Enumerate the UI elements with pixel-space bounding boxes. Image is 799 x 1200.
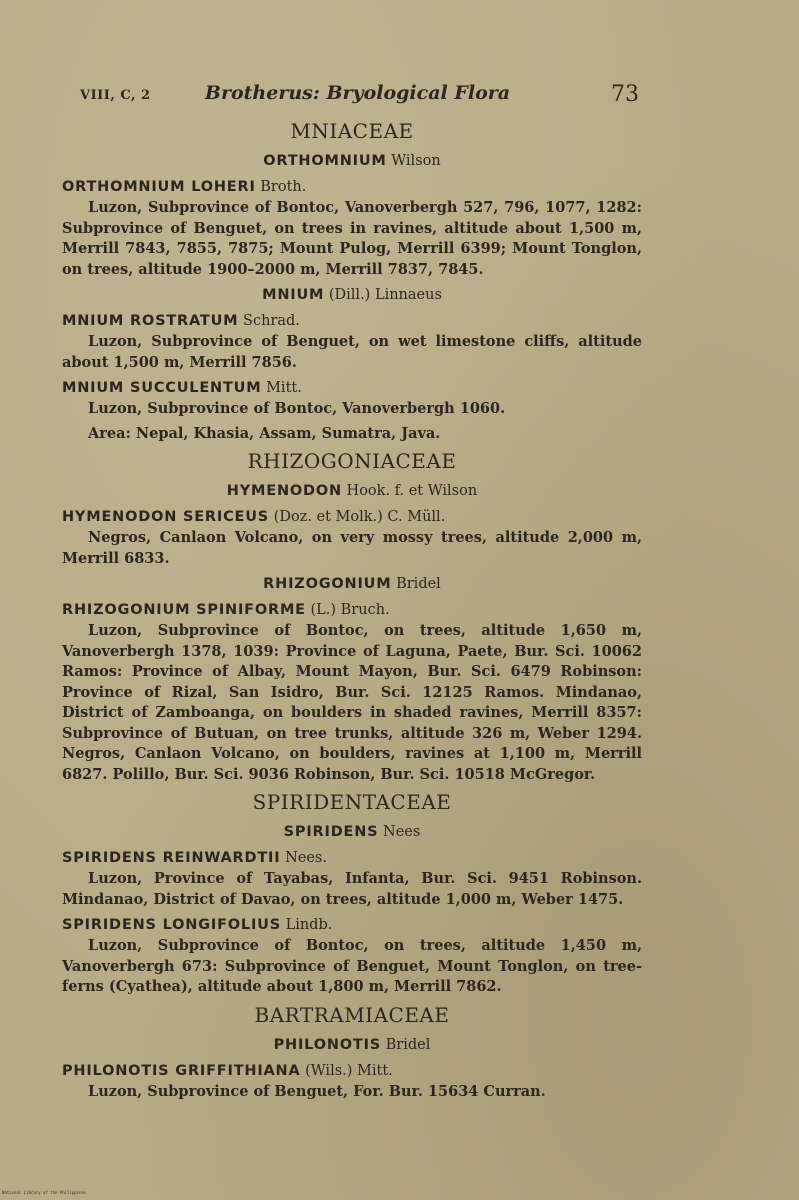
genus-heading — [62, 284, 642, 306]
specimen-paragraph: Negros, Canlaon Volcano, on very mossy trees, altitude 2,000 m, Merrill 6833. — [62, 529, 642, 567]
species-heading — [62, 377, 642, 399]
specimen-paragraph: Luzon, Subprovince of Bontoc, Vanoverbergh 527, 796, 1077, 1282: Subprovince of Benguet, on trees in ravines, altitude about 1,500 m, Merrill 7843, 7855, 7875; Mount Pulog, Merrill 6399; Mount Tonglon, on trees, altitude 1900–2000 m, Merrill 7837, 7845. — [62, 199, 642, 278]
species-author: Lindb. — [285, 917, 333, 933]
species-heading — [62, 506, 642, 528]
genus-name: RHIZOGONIUM — [263, 576, 392, 592]
genus-name: PHILONOTIS — [273, 1036, 382, 1053]
genus-heading — [62, 821, 642, 843]
section-label: VIII, C, 2 — [80, 88, 151, 103]
family-heading: RHIZOGONIACEAE — [247, 449, 457, 473]
species-heading — [62, 176, 642, 198]
species-author: (Wils.) Mitt. — [305, 1062, 393, 1079]
genus-heading — [62, 1034, 642, 1056]
species-name: SPIRIDENS LONGIFOLIUS — [62, 917, 281, 933]
family-heading: SPIRIDENTACEAE — [252, 790, 452, 814]
genus-author: Wilson — [391, 153, 441, 169]
genus-author: Hook. f. et Wilson — [346, 483, 478, 499]
genus-heading — [62, 573, 642, 595]
genus-name: HYMENODON — [226, 483, 342, 499]
family-heading: BARTRAMIACEAE — [254, 1002, 450, 1027]
genus-author: (Dill.) Linnaeus — [328, 287, 442, 303]
running-title: Brotherus: Bryological Flora — [204, 82, 511, 104]
species-heading — [62, 1060, 642, 1082]
species-author: Nees. — [285, 850, 327, 866]
species-heading — [62, 599, 642, 621]
page-number: 73 — [611, 82, 639, 107]
species-name: RHIZOGONIUM SPINIFORME — [62, 602, 306, 618]
specimen-paragraph: Luzon, Subprovince of Bontoc, on trees, altitude 1,450 m, Vanoverbergh 673: Subprovince of Benguet, Mount Tonglon, on tree-ferns (Cyathea), altitude about 1,800 m, Merrill 7862. — [62, 937, 642, 995]
genus-author: Bridel — [396, 576, 441, 592]
species-heading — [62, 310, 642, 332]
genus-name: MNIUM — [262, 287, 325, 303]
specimen-paragraph: Luzon, Subprovince of Bontoc, Vanoverbergh 1060. — [88, 400, 506, 417]
area-paragraph: Area: Nepal, Khasia, Assam, Sumatra, Java. — [88, 424, 441, 442]
genus-name: ORTHOMNIUM — [263, 153, 387, 169]
species-name: SPIRIDENS REINWARDTII — [62, 850, 281, 866]
species-author: Broth. — [260, 179, 307, 195]
scan-footer: National Library of the Philippines — [2, 1190, 87, 1195]
specimen-paragraph: Luzon, Subprovince of Benguet, on wet limestone cliffs, altitude about 1,500 m, Merrill 7856. — [62, 333, 642, 371]
species-heading — [62, 847, 642, 869]
species-author: Schrad. — [243, 313, 300, 329]
species-name: MNIUM SUCCULENTUM — [62, 380, 262, 396]
page-header — [0, 82, 799, 112]
specimen-paragraph: Luzon, Subprovince of Benguet, For. Bur. 15634 Curran. — [88, 1082, 546, 1100]
genus-heading — [62, 480, 642, 502]
species-author: Mitt. — [266, 380, 302, 396]
species-name: HYMENODON SERICEUS — [62, 509, 270, 525]
species-author: (L.) Bruch. — [310, 602, 390, 618]
page-content — [62, 118, 642, 1106]
species-heading — [62, 914, 642, 936]
genus-author: Bridel — [385, 1036, 431, 1053]
species-author: (Doz. et Molk.) C. Müll. — [273, 509, 446, 525]
genus-author: Nees — [383, 824, 421, 840]
genus-name: SPIRIDENS — [283, 824, 379, 840]
species-name: ORTHOMNIUM LOHERI — [62, 179, 256, 195]
species-name: MNIUM ROSTRATUM — [62, 313, 239, 329]
specimen-paragraph: Luzon, Subprovince of Bontoc, on trees, altitude 1,650 m, Vanoverbergh 1378, 1039: Province of Laguna, Paete, Bur. Sci. 10062 Ramos: Province of Albay, Mount Mayon, Bur. Sci. 6479 Robinson: Province of Rizal, San Isidro, Bur. Sci. 12125 Ramos. Mindanao, District of Zamboanga, on boulders in shaded ravines, Merrill 8357: Subprovince of Butuan, on tree trunks, altitude 326 m, Weber 1294. Negros, Canlaon Volcano, on boulders, ravines at 1,100 m, Merrill 6827. Polillo, Bur. Sci. 9036 Robinson, Bur. Sci. 10518 McGregor. — [62, 622, 642, 783]
family-heading: MNIACEAE — [290, 119, 414, 143]
species-name: PHILONOTIS GRIFFITHIANA — [62, 1062, 301, 1079]
specimen-paragraph: Luzon, Province of Tayabas, Infanta, Bur. Sci. 9451 Robinson. Mindanao, District of Davao, on trees, altitude 1,000 m, Weber 1475. — [62, 870, 642, 908]
genus-heading — [62, 150, 642, 172]
